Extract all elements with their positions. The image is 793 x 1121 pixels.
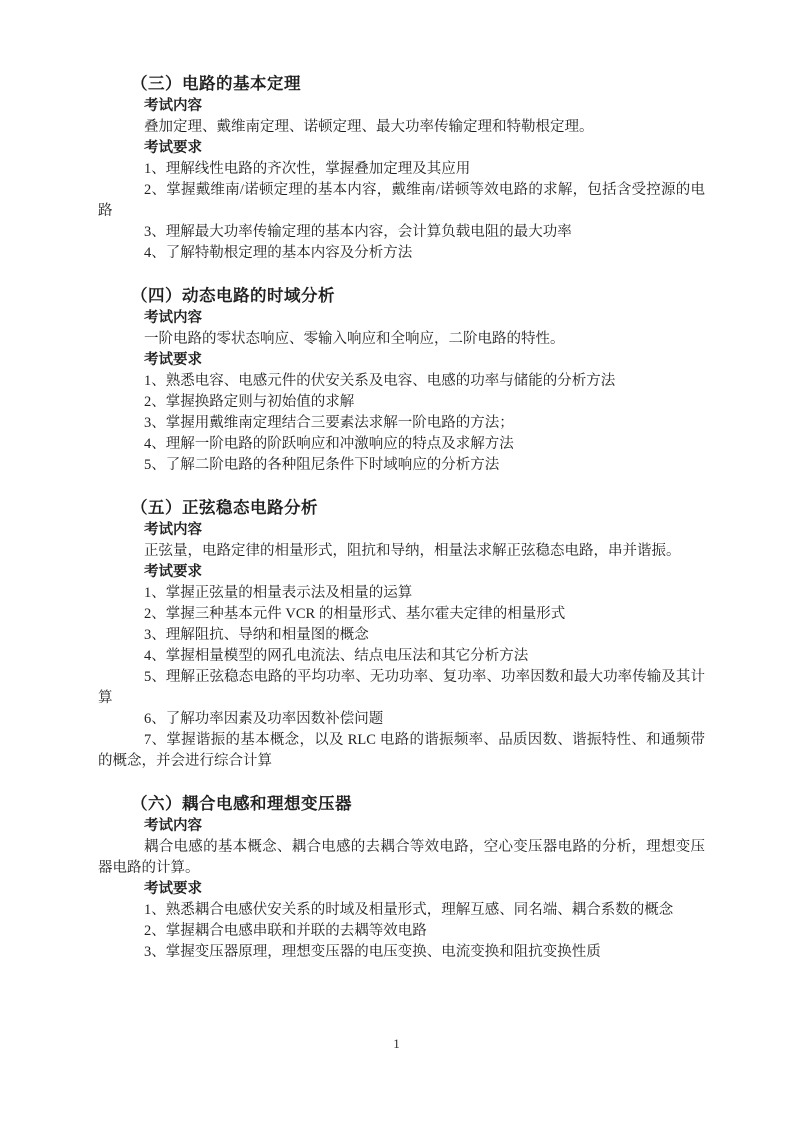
exam-requirements-label: 考试要求 xyxy=(144,140,202,156)
requirement-item: 4、了解特勒根定理的基本内容及分析方法 xyxy=(144,245,413,261)
requirement-item: 2、掌握戴维南/诺顿定理的基本内容，戴维南/诺顿等效电路的求解，包括含受控源的电路 xyxy=(98,182,705,219)
page-number: 1 xyxy=(393,1036,400,1051)
section-heading: （四）动态电路的时域分析 xyxy=(131,286,335,305)
requirement-item: 1、熟悉耦合电感伏安关系的时域及相量形式，理解互感、同名端、耦合系数的概念 xyxy=(144,902,674,918)
requirement-item: 3、掌握变压器原理，理想变压器的电压变换、电流变换和阻抗变换性质 xyxy=(144,944,601,960)
requirement-item: 2、掌握三种基本元件 VCR 的相量形式、基尔霍夫定律的相量形式 xyxy=(144,606,566,622)
exam-content-label: 考试内容 xyxy=(144,310,202,326)
requirement-item: 1、理解线性电路的齐次性，掌握叠加定理及其应用 xyxy=(144,161,471,177)
requirement-item: 1、熟悉电容、电感元件的伏安关系及电容、电感的功率与储能的分析方法 xyxy=(144,373,616,389)
requirement-item: 6、了解功率因素及功率因数补偿问题 xyxy=(144,711,384,727)
requirement-item: 2、掌握换路定则与初始值的求解 xyxy=(144,394,355,410)
exam-content-label: 考试内容 xyxy=(144,818,202,834)
exam-requirements-label: 考试要求 xyxy=(144,564,202,580)
section-heading: （五）正弦稳态电路分析 xyxy=(131,498,318,517)
section-4 xyxy=(98,284,705,476)
section-6 xyxy=(98,792,705,963)
requirement-item: 3、理解阻抗、导纳和相量图的概念 xyxy=(144,627,369,643)
section-3 xyxy=(98,72,705,264)
exam-requirements-label: 考试要求 xyxy=(144,881,202,897)
requirement-item: 1、掌握正弦量的相量表示法及相量的运算 xyxy=(144,585,413,601)
requirement-item: 4、理解一阶电路的阶跃响应和冲激响应的特点及求解方法 xyxy=(144,436,514,452)
requirement-item: 5、了解二阶电路的各种阻尼条件下时域响应的分析方法 xyxy=(144,457,500,473)
requirement-item: 5、理解正弦稳态电路的平均功率、无功功率、复功率、功率因数和最大功率传输及其计算 xyxy=(98,669,705,706)
section-5 xyxy=(98,496,705,772)
requirement-item: 3、掌握用戴维南定理结合三要素法求解一阶电路的方法； xyxy=(144,415,514,431)
exam-content-text: 叠加定理、戴维南定理、诺顿定理、最大功率传输定理和特勒根定理。 xyxy=(144,119,594,135)
exam-requirements-label: 考试要求 xyxy=(144,352,202,368)
exam-content-label: 考试内容 xyxy=(144,522,202,538)
exam-content-text: 一阶电路的零状态响应、零输入响应和全响应，二阶电路的特性。 xyxy=(144,331,565,347)
requirement-item: 3、理解最大功率传输定理的基本内容，会计算负载电阻的最大功率 xyxy=(144,224,572,240)
exam-content-text: 耦合电感的基本概念、耦合电感的去耦合等效电路，空心变压器电路的分析，理想变压器电路的计算。 xyxy=(98,839,705,876)
requirement-item: 4、掌握相量模型的网孔电流法、结点电压法和其它分析方法 xyxy=(144,648,529,664)
exam-content-text: 正弦量，电路定律的相量形式，阻抗和导纳，相量法求解正弦稳态电路，串并谐振。 xyxy=(144,543,681,559)
requirement-item: 2、掌握耦合电感串联和并联的去耦等效电路 xyxy=(144,923,427,939)
section-heading: （三）电路的基本定理 xyxy=(131,74,301,93)
exam-content-label: 考试内容 xyxy=(144,98,202,114)
requirement-item: 7、掌握谐振的基本概念，以及 RLC 电路的谐振频率、品质因数、谐振特性、和通频带的概念，并会进行综合计算 xyxy=(98,732,705,769)
section-heading: （六）耦合电感和理想变压器 xyxy=(131,794,352,813)
